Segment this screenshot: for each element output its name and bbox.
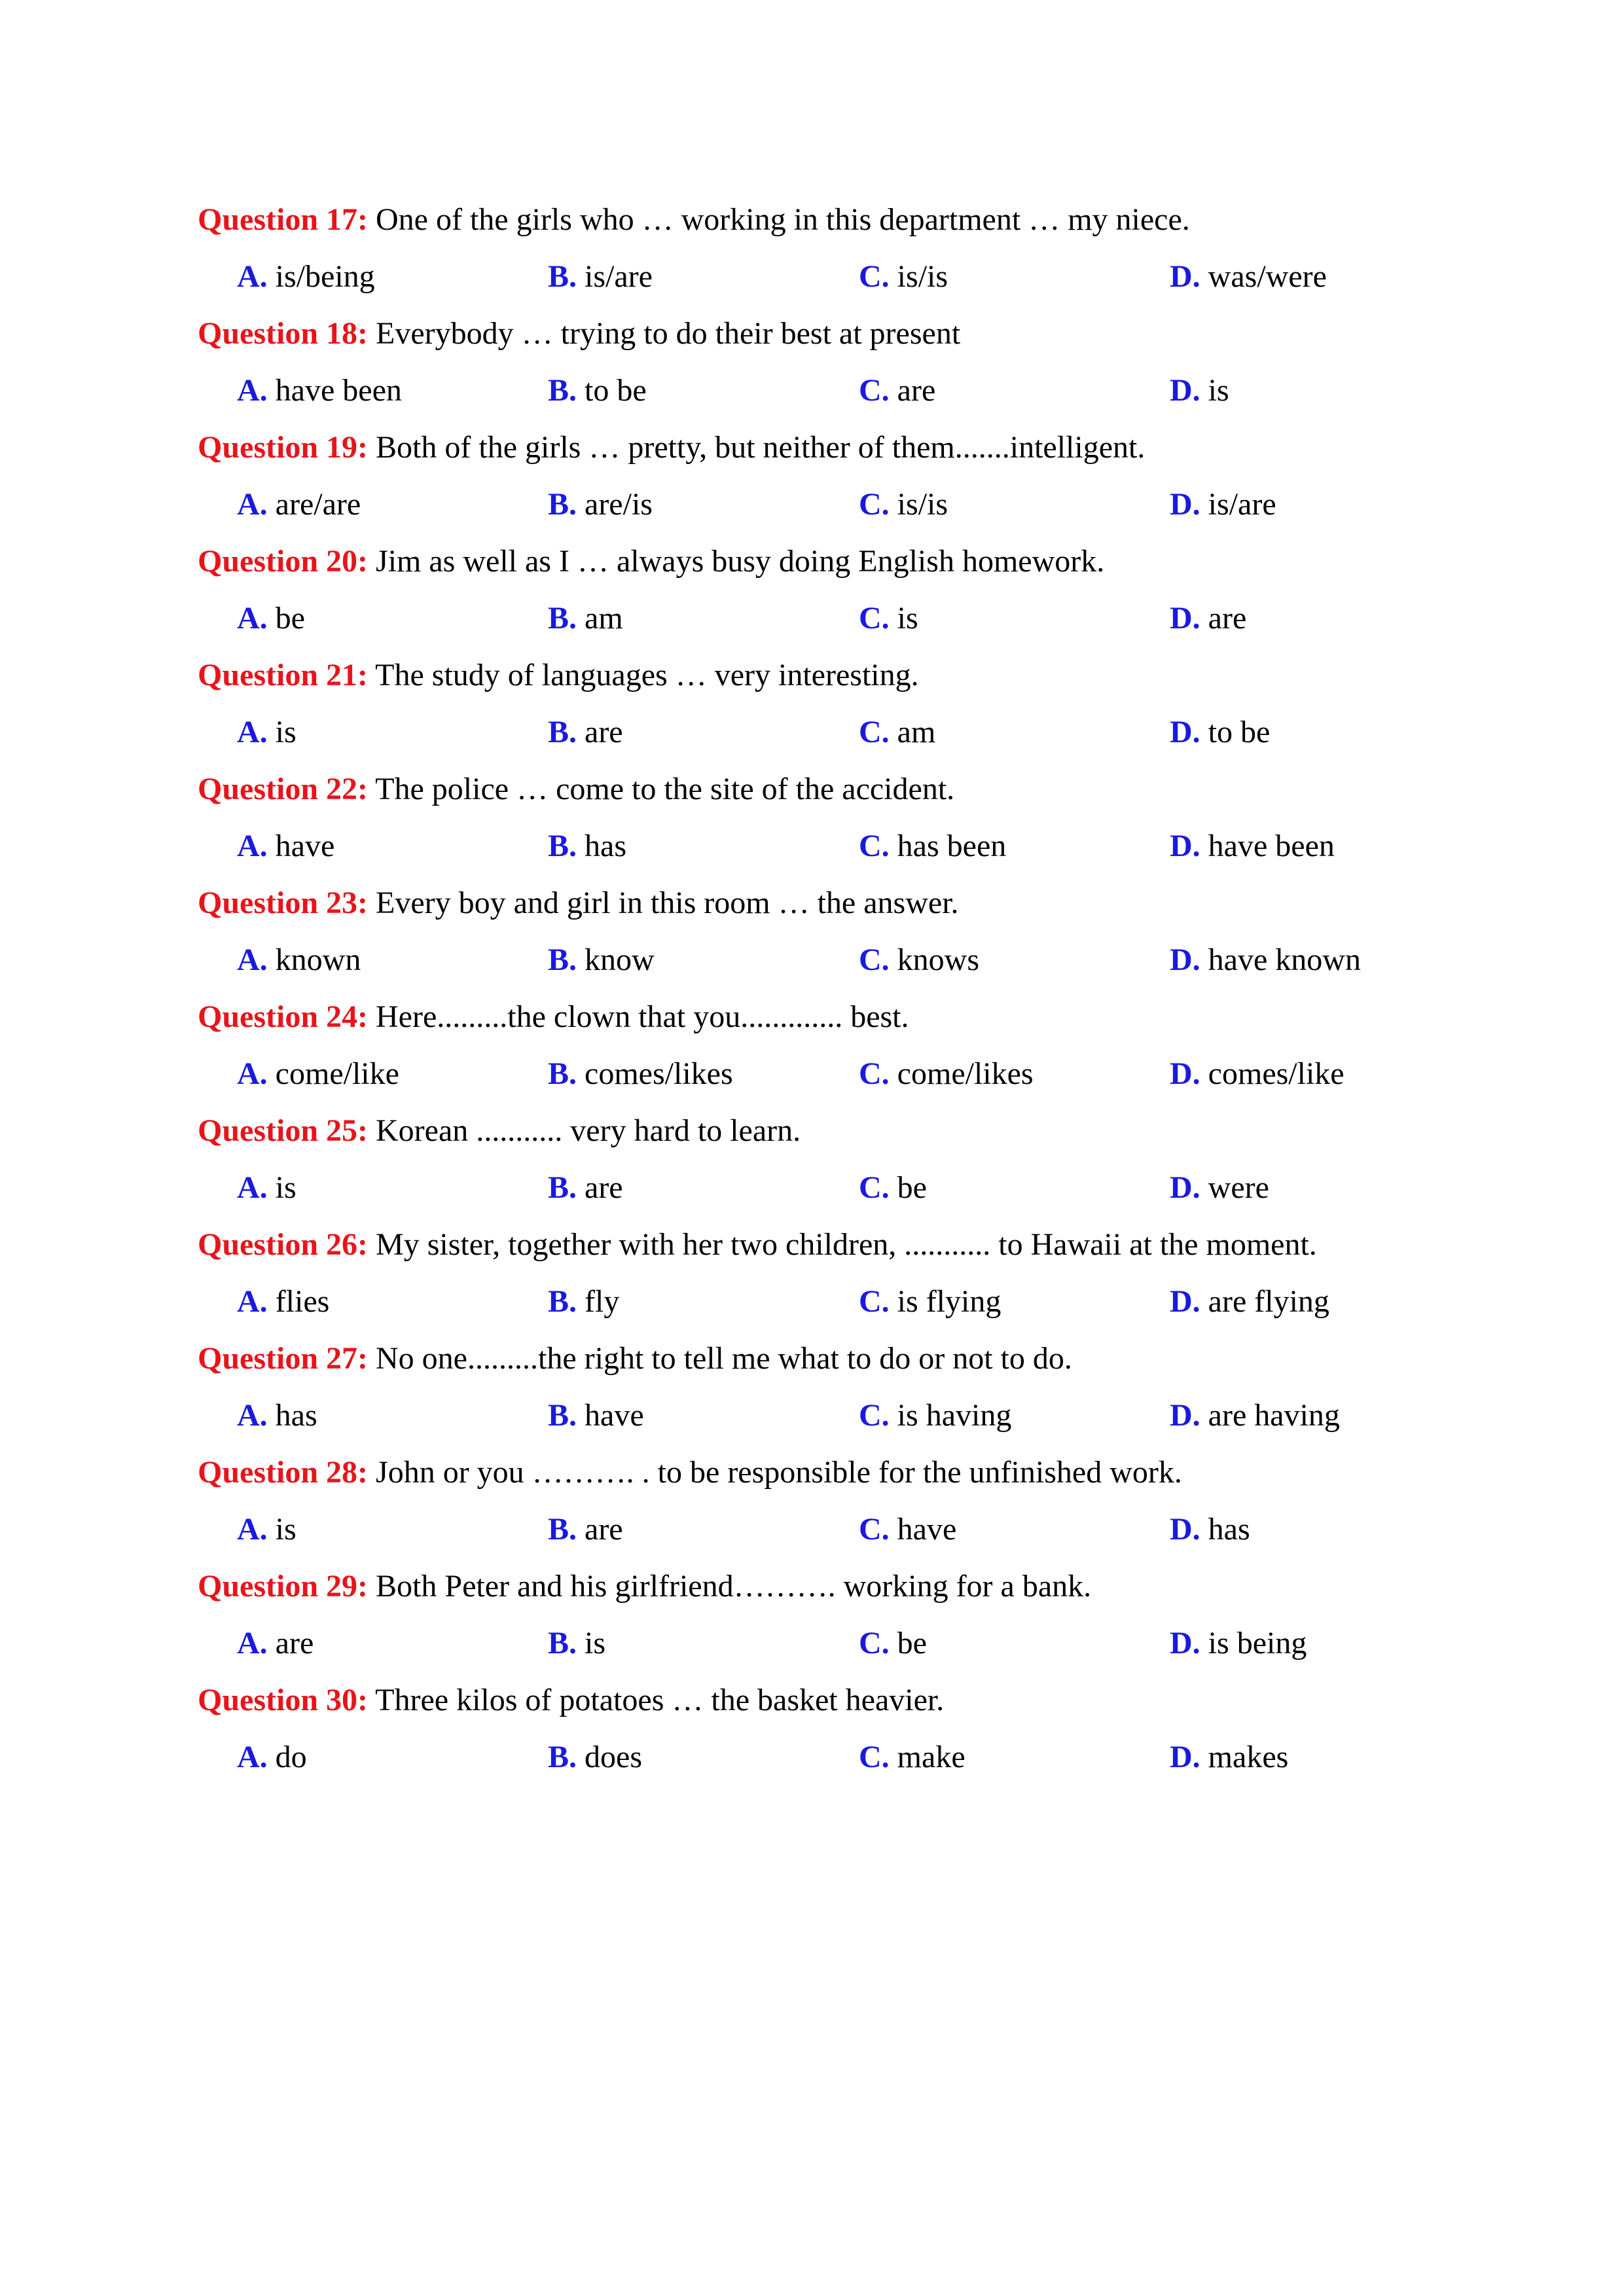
option-letter: A. (237, 1740, 268, 1774)
option-letter: D. (1170, 601, 1200, 636)
option-text: have (585, 1398, 644, 1433)
option-b[interactable] (548, 1729, 642, 1785)
option-text: were (1208, 1170, 1269, 1205)
option-text: have (275, 829, 335, 863)
question-number: Question 20: (198, 544, 369, 579)
option-b[interactable] (548, 1387, 644, 1444)
option-letter: C. (859, 373, 890, 408)
option-letter: C. (859, 942, 890, 977)
answer-options (198, 704, 1441, 761)
option-c[interactable] (859, 476, 948, 533)
option-letter: C. (859, 715, 890, 749)
option-letter: B. (548, 487, 577, 522)
option-b[interactable] (548, 817, 626, 874)
option-letter: D. (1170, 1284, 1200, 1319)
question-stem (198, 305, 1441, 362)
question-block (198, 1444, 1441, 1558)
option-text: is being (1208, 1626, 1307, 1660)
answer-options (198, 1045, 1441, 1102)
option-letter: A. (237, 942, 268, 977)
option-text: is (275, 1170, 297, 1205)
option-d[interactable] (1170, 704, 1270, 761)
option-c[interactable] (859, 590, 918, 647)
question-block (198, 1216, 1441, 1330)
option-a[interactable] (237, 248, 375, 305)
option-letter: D. (1170, 1626, 1200, 1660)
question-stem (198, 1672, 1441, 1729)
option-text: are/are (275, 487, 361, 522)
option-letter: C. (859, 1284, 890, 1319)
option-letter: A. (237, 601, 268, 636)
option-letter: D. (1170, 1512, 1200, 1547)
option-text: is/are (585, 259, 653, 294)
question-block (198, 874, 1441, 988)
question-stem (198, 1216, 1441, 1273)
option-text: are/is (585, 487, 653, 522)
option-letter: D. (1170, 1056, 1200, 1091)
answer-options (198, 476, 1441, 533)
option-c[interactable] (859, 248, 948, 305)
option-text: have been (275, 373, 402, 408)
option-text: be (897, 1626, 927, 1660)
option-letter: B. (548, 1284, 577, 1319)
option-letter: C. (859, 1626, 890, 1660)
option-d[interactable] (1170, 362, 1229, 419)
option-b[interactable] (548, 1615, 605, 1672)
option-letter: B. (548, 1170, 577, 1205)
question-number: Question 25: (198, 1113, 369, 1148)
option-letter: B. (548, 715, 577, 749)
option-letter: A. (237, 1284, 268, 1319)
question-number: Question 23: (198, 886, 369, 920)
question-block (198, 647, 1441, 761)
option-letter: D. (1170, 259, 1200, 294)
option-letter: C. (859, 487, 890, 522)
answer-options (198, 590, 1441, 647)
option-letter: B. (548, 1512, 577, 1547)
question-text: John or you ………. . to be responsible for the unfinished work. (376, 1455, 1182, 1490)
question-block (198, 988, 1441, 1102)
option-letter: A. (237, 1626, 268, 1660)
question-stem (198, 647, 1441, 704)
option-c[interactable] (859, 1273, 1001, 1330)
question-text: Here.........the clown that you............. best. (376, 999, 909, 1034)
option-text: be (897, 1170, 927, 1205)
question-number: Question 26: (198, 1227, 369, 1262)
question-number: Question 22: (198, 772, 369, 806)
option-text: do (275, 1740, 307, 1774)
option-text: are (585, 1512, 623, 1547)
option-letter: B. (548, 1056, 577, 1091)
question-text: Jim as well as I … always busy doing English homework. (376, 544, 1105, 579)
option-text: are (897, 373, 936, 408)
option-text: to be (1208, 715, 1271, 749)
option-letter: D. (1170, 829, 1200, 863)
option-text: is (585, 1626, 606, 1660)
answer-options (198, 362, 1441, 419)
option-letter: C. (859, 1740, 890, 1774)
option-text: has (585, 829, 626, 863)
question-text: One of the girls who … working in this department … my niece. (376, 202, 1190, 237)
option-d[interactable] (1170, 1045, 1344, 1102)
option-letter: C. (859, 1056, 890, 1091)
answer-options (198, 817, 1441, 874)
option-text: be (275, 601, 305, 636)
question-block (198, 1330, 1441, 1444)
option-a[interactable] (237, 931, 361, 988)
option-letter: B. (548, 942, 577, 977)
option-d[interactable] (1170, 1273, 1329, 1330)
option-text: fly (585, 1284, 620, 1319)
option-text: does (585, 1740, 642, 1774)
option-text: am (897, 715, 936, 749)
option-d[interactable] (1170, 1729, 1288, 1785)
option-letter: B. (548, 1626, 577, 1660)
question-stem (198, 761, 1441, 817)
question-number: Question 18: (198, 316, 369, 351)
option-letter: B. (548, 601, 577, 636)
option-text: are (1208, 601, 1247, 636)
option-text: is/being (275, 259, 375, 294)
question-number: Question 17: (198, 202, 369, 237)
option-a[interactable] (237, 1729, 307, 1785)
option-text: is/is (897, 487, 948, 522)
option-a[interactable] (237, 704, 297, 761)
option-letter: A. (237, 259, 268, 294)
option-a[interactable] (237, 1273, 329, 1330)
answer-options (198, 1159, 1441, 1216)
option-letter: C. (859, 601, 890, 636)
option-letter: D. (1170, 715, 1200, 749)
option-b[interactable] (548, 362, 647, 419)
option-letter: A. (237, 1170, 268, 1205)
option-text: has (1208, 1512, 1250, 1547)
option-a[interactable] (237, 1045, 399, 1102)
option-text: is having (897, 1398, 1012, 1433)
question-text: Everybody … trying to do their best at present (376, 316, 961, 351)
question-block (198, 1558, 1441, 1672)
option-letter: D. (1170, 373, 1200, 408)
question-stem (198, 874, 1441, 931)
question-stem (198, 191, 1441, 248)
option-text: make (897, 1740, 965, 1774)
option-a[interactable] (237, 476, 361, 533)
question-number: Question 28: (198, 1455, 369, 1490)
option-b[interactable] (548, 1273, 619, 1330)
option-c[interactable] (859, 931, 979, 988)
question-text: Both Peter and his girlfriend………. working for a bank. (376, 1569, 1092, 1604)
option-letter: A. (237, 1056, 268, 1091)
option-b[interactable] (548, 704, 623, 761)
option-text: to be (585, 373, 647, 408)
option-text: was/were (1208, 259, 1327, 294)
option-b[interactable] (548, 476, 653, 533)
option-b[interactable] (548, 590, 623, 647)
option-letter: A. (237, 487, 268, 522)
option-text: are (585, 715, 623, 749)
option-c[interactable] (859, 1615, 927, 1672)
question-block (198, 1102, 1441, 1216)
option-b[interactable] (548, 1045, 733, 1102)
option-letter: C. (859, 1512, 890, 1547)
option-letter: C. (859, 1398, 890, 1433)
option-text: is/is (897, 259, 948, 294)
question-stem (198, 1330, 1441, 1387)
answer-options (198, 1501, 1441, 1558)
option-text: are flying (1208, 1284, 1329, 1319)
option-d[interactable] (1170, 590, 1246, 647)
option-text: have known (1208, 942, 1361, 977)
option-letter: D. (1170, 487, 1200, 522)
question-stem (198, 533, 1441, 590)
option-a[interactable] (237, 362, 402, 419)
question-number: Question 21: (198, 658, 369, 692)
option-d[interactable] (1170, 1387, 1340, 1444)
option-d[interactable] (1170, 248, 1327, 305)
question-text: Korean ........... very hard to learn. (376, 1113, 801, 1148)
question-number: Question 19: (198, 430, 369, 465)
answer-options (198, 1729, 1441, 1785)
option-letter: C. (859, 259, 890, 294)
question-text: Three kilos of potatoes … the basket heavier. (375, 1683, 945, 1717)
option-letter: A. (237, 715, 268, 749)
option-b[interactable] (548, 1159, 623, 1216)
question-text: Every boy and girl in this room … the answer. (376, 886, 959, 920)
option-letter: D. (1170, 1740, 1200, 1774)
option-a[interactable] (237, 1501, 297, 1558)
option-letter: A. (237, 373, 268, 408)
option-c[interactable] (859, 1159, 927, 1216)
option-d[interactable] (1170, 476, 1276, 533)
option-letter: A. (237, 1512, 268, 1547)
question-stem (198, 419, 1441, 476)
option-c[interactable] (859, 1729, 965, 1785)
question-stem (198, 1444, 1441, 1501)
answer-options (198, 248, 1441, 305)
option-text: come/likes (897, 1056, 1034, 1091)
option-d[interactable] (1170, 1501, 1250, 1558)
option-a[interactable] (237, 1387, 317, 1444)
option-c[interactable] (859, 1387, 1011, 1444)
option-text: is flying (897, 1284, 1001, 1319)
option-letter: A. (237, 1398, 268, 1433)
question-stem (198, 1558, 1441, 1615)
question-number: Question 30: (198, 1683, 369, 1717)
option-text: flies (275, 1284, 330, 1319)
option-text: have been (1208, 829, 1335, 863)
option-text: have (897, 1512, 957, 1547)
answer-options (198, 1387, 1441, 1444)
option-letter: B. (548, 373, 577, 408)
question-text: No one.........the right to tell me what to do or not to do. (376, 1341, 1072, 1376)
option-letter: D. (1170, 942, 1200, 977)
option-letter: C. (859, 1170, 890, 1205)
question-block (198, 761, 1441, 874)
option-a[interactable] (237, 1615, 314, 1672)
option-text: know (585, 942, 655, 977)
option-d[interactable] (1170, 817, 1335, 874)
option-text: known (275, 942, 361, 977)
option-text: is (275, 715, 297, 749)
option-a[interactable] (237, 590, 305, 647)
option-text: are (585, 1170, 623, 1205)
option-d[interactable] (1170, 1615, 1307, 1672)
option-a[interactable] (237, 1159, 297, 1216)
question-number: Question 24: (198, 999, 369, 1034)
question-text: The study of languages … very interesting. (375, 658, 919, 692)
option-text: is (1208, 373, 1229, 408)
option-text: makes (1208, 1740, 1289, 1774)
question-block (198, 533, 1441, 647)
option-letter: B. (548, 1398, 577, 1433)
option-text: comes/like (1208, 1056, 1344, 1091)
option-c[interactable] (859, 1501, 956, 1558)
option-d[interactable] (1170, 931, 1361, 988)
option-text: is/are (1208, 487, 1276, 522)
answer-options (198, 1273, 1441, 1330)
question-number: Question 29: (198, 1569, 369, 1604)
option-text: knows (897, 942, 980, 977)
question-stem (198, 1102, 1441, 1159)
option-b[interactable] (548, 248, 653, 305)
option-a[interactable] (237, 817, 334, 874)
option-letter: C. (859, 829, 890, 863)
option-letter: B. (548, 1740, 577, 1774)
question-list (198, 191, 1441, 1785)
question-text: Both of the girls … pretty, but neither of them.......intelligent. (376, 430, 1146, 465)
option-text: is (897, 601, 918, 636)
option-b[interactable] (548, 1501, 623, 1558)
option-text: is (275, 1512, 297, 1547)
option-text: come/like (275, 1056, 399, 1091)
option-c[interactable] (859, 817, 1006, 874)
option-text: has been (897, 829, 1007, 863)
option-letter: D. (1170, 1398, 1200, 1433)
question-stem (198, 988, 1441, 1045)
question-block (198, 191, 1441, 305)
question-block (198, 305, 1441, 419)
option-letter: D. (1170, 1170, 1200, 1205)
option-d[interactable] (1170, 1159, 1269, 1216)
question-block (198, 419, 1441, 533)
option-c[interactable] (859, 704, 935, 761)
option-letter: B. (548, 259, 577, 294)
option-text: are (275, 1626, 314, 1660)
option-text: has (275, 1398, 317, 1433)
option-text: am (585, 601, 623, 636)
option-text: are having (1208, 1398, 1340, 1433)
option-letter: B. (548, 829, 577, 863)
question-text: My sister, together with her two children, ........... to Hawaii at the moment. (376, 1227, 1317, 1262)
question-text: The police … come to the site of the accident. (375, 772, 955, 806)
question-number: Question 27: (198, 1341, 369, 1376)
option-c[interactable] (859, 362, 935, 419)
option-letter: A. (237, 829, 268, 863)
answer-options (198, 931, 1441, 988)
option-b[interactable] (548, 931, 655, 988)
answer-options (198, 1615, 1441, 1672)
question-block (198, 1672, 1441, 1785)
option-c[interactable] (859, 1045, 1034, 1102)
option-text: comes/likes (585, 1056, 733, 1091)
